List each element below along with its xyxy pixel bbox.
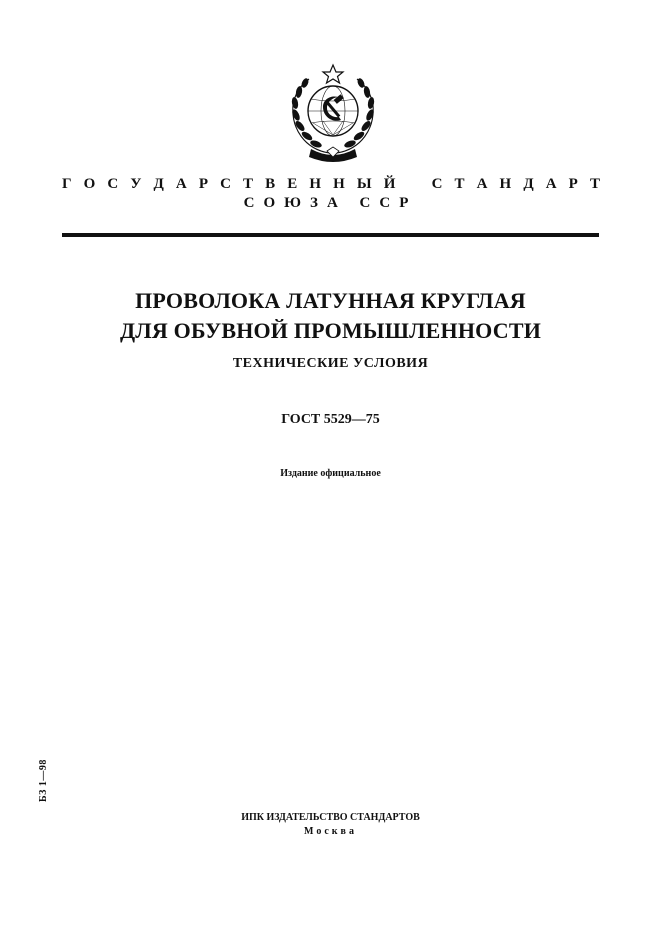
edition-label: Издание официальное xyxy=(280,468,381,479)
header-ussr: СОЮЗА ССР xyxy=(243,195,418,211)
document-subtitle: ТЕХНИЧЕСКИЕ УСЛОВИЯ xyxy=(232,356,429,371)
header-state-standard: Г О С У Д А Р С Т В Е Н Н Ы Й С Т А Н Д А Р Т xyxy=(62,176,602,192)
publisher-name: ИПК ИЗДАТЕЛЬСТВО СТАНДАРТОВ xyxy=(241,812,420,823)
side-code: БЗ 1—98 xyxy=(38,759,49,802)
publisher-city: Москва xyxy=(304,826,357,837)
ussr-coat-of-arms-icon xyxy=(283,63,383,167)
document-title-line-2: ДЛЯ ОБУВНОЙ ПРОМЫШЛЕННОСТИ xyxy=(119,318,542,343)
gost-number: ГОСТ 5529—75 xyxy=(281,412,380,427)
document-title xyxy=(0,286,661,346)
header-divider xyxy=(62,233,599,237)
document-title-line-1: ПРОВОЛОКА ЛАТУННАЯ КРУГЛАЯ xyxy=(135,288,526,313)
